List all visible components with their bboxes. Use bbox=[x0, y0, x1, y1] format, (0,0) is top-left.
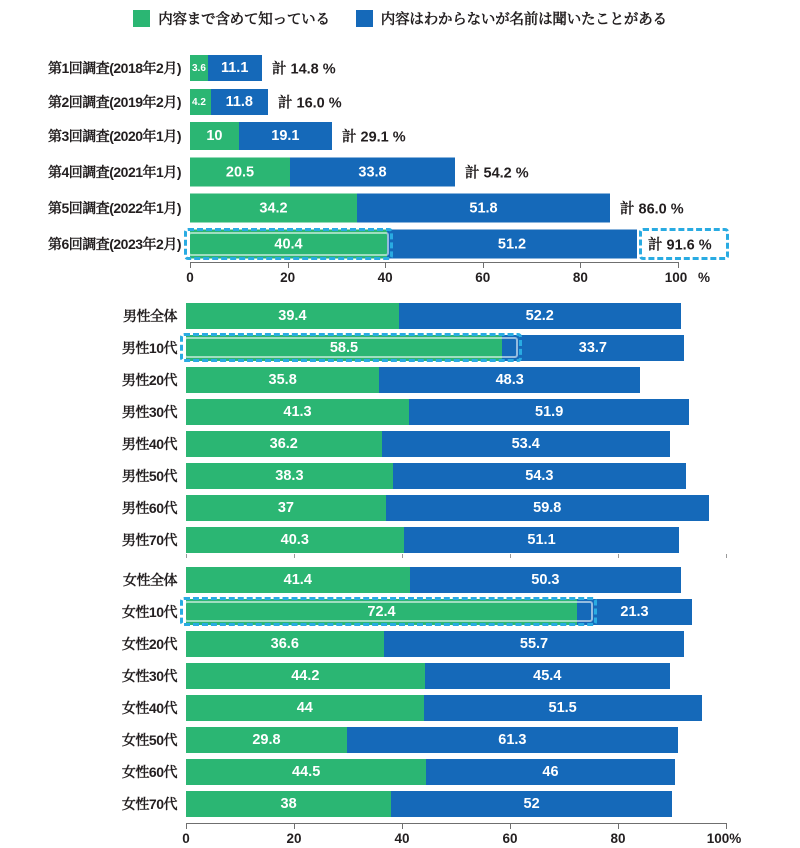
axis-tick-label: 60 bbox=[475, 270, 491, 285]
bar-track bbox=[186, 756, 800, 787]
row-total: 計 54.2 % bbox=[465, 165, 529, 182]
bar-track bbox=[190, 86, 800, 118]
bar-track bbox=[186, 596, 800, 627]
bar-segment-green: 44.5 bbox=[186, 759, 426, 785]
bar-segment-green: 38.3 bbox=[186, 463, 393, 489]
table-row bbox=[0, 364, 800, 395]
bar-segment-blue: 52.2 bbox=[399, 303, 681, 329]
table-row bbox=[0, 155, 800, 189]
bar-segment-green: 41.4 bbox=[186, 567, 410, 593]
bar-track bbox=[186, 460, 800, 491]
bar-track bbox=[186, 492, 800, 523]
table-row bbox=[0, 724, 800, 755]
bar-segment-blue: 11.8 bbox=[211, 89, 269, 115]
bar-track bbox=[186, 660, 800, 691]
row-label: 第5回調査(2022年1月) bbox=[47, 200, 181, 216]
axis-tick bbox=[580, 263, 581, 268]
bar-segment-blue: 45.4 bbox=[425, 663, 670, 689]
bar-track bbox=[190, 191, 800, 225]
bar-segment-blue: 59.8 bbox=[386, 495, 709, 521]
row-label: 女性60代 bbox=[121, 763, 177, 780]
bar-segment-green: 40.3 bbox=[186, 527, 404, 553]
axis-tick-label: 20 bbox=[286, 831, 302, 846]
bar-track bbox=[186, 428, 800, 459]
axis-tick bbox=[483, 263, 484, 268]
x-axis-bottom bbox=[182, 823, 742, 846]
bar-segment-green: 10 bbox=[190, 122, 239, 150]
bar-segment-green: 38 bbox=[186, 791, 391, 817]
axis-tick bbox=[618, 824, 619, 829]
table-row bbox=[0, 332, 800, 363]
bar-segment-blue: 33.8 bbox=[290, 158, 455, 187]
axis-tick bbox=[385, 263, 386, 268]
row-total: 計 29.1 % bbox=[342, 129, 406, 146]
bar-track bbox=[190, 120, 800, 152]
green-square-icon bbox=[133, 10, 150, 27]
bar-segment-blue: 51.9 bbox=[409, 399, 689, 425]
row-label: 男性60代 bbox=[121, 499, 177, 516]
bar-track bbox=[186, 524, 800, 555]
axis-tick-label: 80 bbox=[610, 831, 626, 846]
bar-segment-green: 72.4 bbox=[186, 599, 577, 625]
bar-segment-green: 40.4 bbox=[190, 230, 387, 259]
legend-label-blue: 内容はわからないが名前は聞いたことがある bbox=[380, 12, 667, 28]
table-row bbox=[0, 460, 800, 491]
table-row bbox=[0, 428, 800, 459]
table-row bbox=[0, 227, 800, 261]
bar-segment-green: 29.8 bbox=[186, 727, 347, 753]
bar-segment-blue: 51.5 bbox=[424, 695, 702, 721]
blue-square-icon bbox=[356, 10, 373, 27]
bar-segment-blue: 61.3 bbox=[347, 727, 678, 753]
bar-segment-green: 37 bbox=[186, 495, 386, 521]
axis-unit-label: % bbox=[697, 270, 710, 285]
bar-segment-blue: 19.1 bbox=[239, 122, 332, 150]
bar-segment-green: 4.2 bbox=[190, 89, 211, 115]
bar-segment-green: 34.2 bbox=[190, 194, 357, 223]
bar-segment-blue: 21.3 bbox=[577, 599, 692, 625]
bar-segment-green: 41.3 bbox=[186, 399, 409, 425]
bar-segment-green: 36.6 bbox=[186, 631, 384, 657]
row-total: 計 91.6 % bbox=[648, 237, 712, 254]
table-row bbox=[0, 52, 800, 84]
row-label: 第1回調査(2018年2月) bbox=[47, 60, 181, 76]
bar-track bbox=[186, 724, 800, 755]
table-row bbox=[0, 492, 800, 523]
row-label: 第3回調査(2020年1月) bbox=[47, 128, 181, 144]
bar-segment-blue: 54.3 bbox=[393, 463, 686, 489]
chart-survey-waves bbox=[0, 48, 800, 285]
table-row bbox=[0, 191, 800, 225]
row-label: 女性50代 bbox=[121, 731, 177, 748]
table-row bbox=[0, 396, 800, 427]
axis-tick-label: 40 bbox=[377, 270, 393, 285]
bar-segment-green: 36.2 bbox=[186, 431, 382, 457]
bar-segment-blue: 48.3 bbox=[379, 367, 640, 393]
table-row bbox=[0, 300, 800, 331]
bar-track bbox=[186, 364, 800, 395]
axis-tick-label: 60 bbox=[502, 831, 518, 846]
axis-tick-label: 40 bbox=[394, 831, 410, 846]
axis-tick-label: 80 bbox=[572, 270, 588, 285]
chart-legend bbox=[0, 8, 800, 29]
row-label: 男性20代 bbox=[121, 371, 177, 388]
bar-segment-blue: 33.7 bbox=[502, 335, 684, 361]
bar-segment-blue: 55.7 bbox=[384, 631, 685, 657]
row-label: 第4回調査(2021年1月) bbox=[47, 164, 181, 180]
row-label: 女性70代 bbox=[121, 795, 177, 812]
axis-tick bbox=[294, 824, 295, 829]
row-label: 女性10代 bbox=[121, 603, 177, 620]
bar-track bbox=[190, 227, 800, 261]
axis-tick-label: 20 bbox=[280, 270, 296, 285]
bar-segment-blue: 46 bbox=[426, 759, 674, 785]
table-row bbox=[0, 628, 800, 659]
axis-tick bbox=[190, 263, 191, 268]
table-row bbox=[0, 564, 800, 595]
bar-track bbox=[186, 788, 800, 819]
row-label: 男性50代 bbox=[121, 467, 177, 484]
bar-track bbox=[186, 692, 800, 723]
bar-segment-green: 44 bbox=[186, 695, 424, 721]
bar-segment-blue: 52 bbox=[391, 791, 672, 817]
bar-segment-green: 35.8 bbox=[186, 367, 379, 393]
table-row bbox=[0, 756, 800, 787]
table-row bbox=[0, 524, 800, 555]
bar-segment-blue: 50.3 bbox=[410, 567, 682, 593]
axis-tick bbox=[288, 263, 289, 268]
row-label: 男性40代 bbox=[121, 435, 177, 452]
bar-track bbox=[190, 52, 800, 84]
bar-segment-green: 44.2 bbox=[186, 663, 425, 689]
bar-track bbox=[186, 628, 800, 659]
table-row bbox=[0, 692, 800, 723]
axis-tick bbox=[186, 824, 187, 829]
table-row bbox=[0, 788, 800, 819]
axis-tick-label: 0 bbox=[182, 831, 190, 846]
legend-item-green bbox=[133, 8, 330, 29]
bar-segment-blue: 51.8 bbox=[357, 194, 610, 223]
table-row bbox=[0, 120, 800, 152]
row-label: 女性30代 bbox=[121, 667, 177, 684]
axis-tick bbox=[402, 824, 403, 829]
table-row bbox=[0, 86, 800, 118]
row-total: 計 16.0 % bbox=[278, 95, 342, 112]
row-total: 計 86.0 % bbox=[620, 201, 684, 218]
bar-track bbox=[186, 564, 800, 595]
axis-tick bbox=[510, 824, 511, 829]
x-axis-top bbox=[186, 262, 710, 285]
bar-segment-blue: 51.1 bbox=[404, 527, 680, 553]
axis-tick-label: 100% bbox=[706, 831, 742, 846]
bar-track bbox=[186, 396, 800, 427]
row-label: 女性全体 bbox=[123, 571, 177, 588]
row-label: 女性40代 bbox=[121, 699, 177, 716]
row-label: 男性全体 bbox=[123, 307, 177, 324]
bar-segment-green: 58.5 bbox=[186, 335, 502, 361]
axis-tick bbox=[726, 824, 727, 829]
table-row bbox=[0, 596, 800, 627]
row-label: 女性20代 bbox=[121, 635, 177, 652]
bar-segment-blue: 51.2 bbox=[387, 230, 637, 259]
chart-gender-age bbox=[0, 296, 800, 844]
bar-track bbox=[190, 155, 800, 189]
axis-tick-label: 100 bbox=[664, 270, 688, 285]
row-label: 第2回調査(2019年2月) bbox=[47, 94, 181, 110]
row-label: 第6回調査(2023年2月) bbox=[47, 236, 181, 252]
axis-tick bbox=[678, 263, 679, 268]
bar-segment-blue: 53.4 bbox=[382, 431, 670, 457]
bar-segment-green: 39.4 bbox=[186, 303, 399, 329]
bar-track bbox=[186, 300, 800, 331]
bar-segment-green: 20.5 bbox=[190, 158, 290, 187]
row-label: 男性30代 bbox=[121, 403, 177, 420]
table-row bbox=[0, 660, 800, 691]
legend-label-green: 内容まで含めて知っている bbox=[158, 12, 330, 28]
bar-track bbox=[186, 332, 800, 363]
row-total: 計 14.8 % bbox=[272, 61, 336, 78]
row-label: 男性70代 bbox=[121, 531, 177, 548]
bar-segment-green: 3.6 bbox=[190, 55, 208, 81]
axis-tick-label: 0 bbox=[186, 270, 194, 285]
bar-segment-blue: 11.1 bbox=[208, 55, 262, 81]
row-label: 男性10代 bbox=[121, 339, 177, 356]
legend-item-blue bbox=[356, 8, 667, 29]
